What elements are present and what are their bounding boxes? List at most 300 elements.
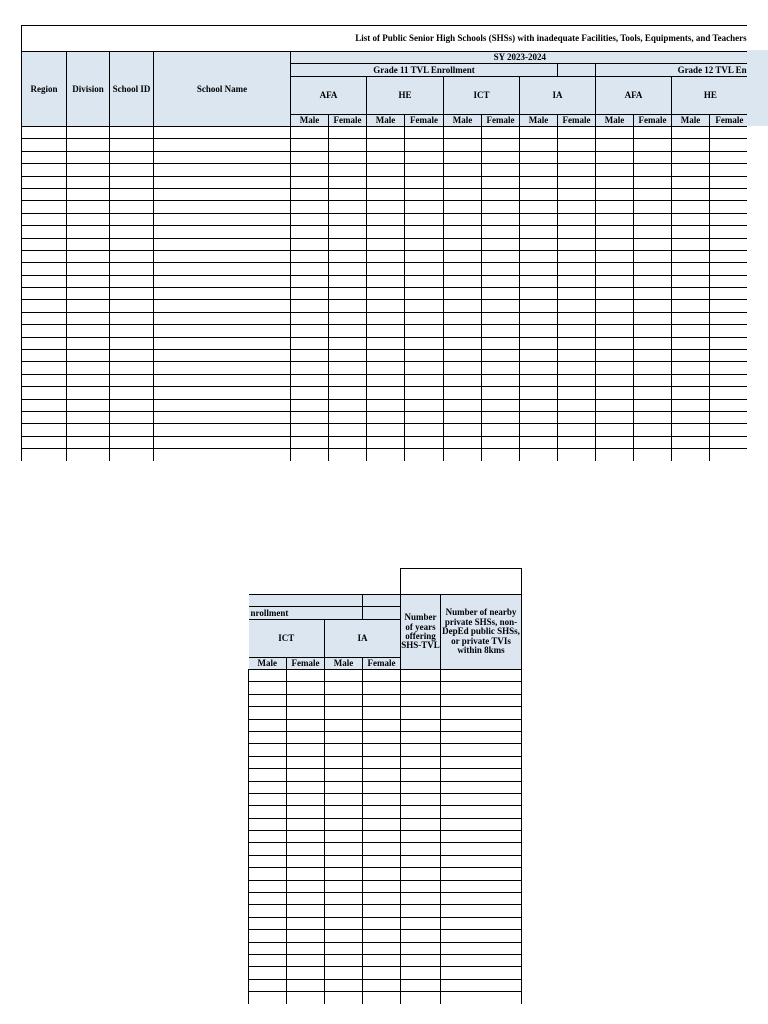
table-cell[interactable]: [154, 436, 291, 448]
table-cell[interactable]: [22, 151, 67, 163]
table-cell[interactable]: [329, 399, 367, 411]
table-cell[interactable]: [482, 312, 520, 324]
table-cell[interactable]: [291, 176, 329, 188]
table-cell[interactable]: [710, 300, 748, 312]
table-cell[interactable]: [444, 350, 482, 362]
table-cell[interactable]: [444, 374, 482, 386]
table-cell[interactable]: [596, 424, 634, 436]
table-cell[interactable]: [325, 744, 363, 756]
table-cell[interactable]: [325, 855, 363, 867]
table-cell[interactable]: [291, 449, 329, 461]
table-cell[interactable]: [325, 670, 363, 682]
table-cell[interactable]: [558, 176, 596, 188]
table-cell[interactable]: [325, 992, 363, 1004]
table-cell[interactable]: [710, 337, 748, 349]
table-cell[interactable]: [249, 793, 287, 805]
table-cell[interactable]: [363, 868, 401, 880]
table-cell[interactable]: [287, 818, 325, 830]
table-cell[interactable]: [67, 337, 110, 349]
table-cell[interactable]: [291, 263, 329, 275]
table-cell[interactable]: [367, 213, 405, 225]
table-cell[interactable]: [367, 127, 405, 139]
table-cell[interactable]: [596, 387, 634, 399]
table-cell[interactable]: [596, 337, 634, 349]
table-cell[interactable]: [363, 731, 401, 743]
table-cell[interactable]: [441, 806, 522, 818]
table-cell[interactable]: [22, 176, 67, 188]
table-cell[interactable]: [249, 818, 287, 830]
table-cell[interactable]: [287, 719, 325, 731]
table-cell[interactable]: [110, 374, 154, 386]
table-cell[interactable]: [22, 449, 67, 461]
table-cell[interactable]: [325, 731, 363, 743]
table-cell[interactable]: [363, 806, 401, 818]
table-cell[interactable]: [634, 424, 672, 436]
table-cell[interactable]: [401, 880, 441, 892]
table-cell[interactable]: [634, 449, 672, 461]
table-cell[interactable]: [329, 436, 367, 448]
table-cell[interactable]: [249, 831, 287, 843]
table-cell[interactable]: [249, 769, 287, 781]
table-cell[interactable]: [634, 300, 672, 312]
table-cell[interactable]: [596, 139, 634, 151]
table-cell[interactable]: [154, 226, 291, 238]
table-cell[interactable]: [520, 188, 558, 200]
table-cell[interactable]: [634, 275, 672, 287]
table-cell[interactable]: [444, 424, 482, 436]
table-cell[interactable]: [110, 362, 154, 374]
table-cell[interactable]: [558, 325, 596, 337]
table-cell[interactable]: [249, 694, 287, 706]
table-cell[interactable]: [329, 238, 367, 250]
table-cell[interactable]: [634, 238, 672, 250]
table-cell[interactable]: [634, 139, 672, 151]
table-cell[interactable]: [441, 719, 522, 731]
table-cell[interactable]: [67, 188, 110, 200]
table-cell[interactable]: [329, 411, 367, 423]
table-cell[interactable]: [367, 362, 405, 374]
table-cell[interactable]: [710, 350, 748, 362]
table-cell[interactable]: [596, 226, 634, 238]
table-cell[interactable]: [22, 127, 67, 139]
table-cell[interactable]: [367, 139, 405, 151]
table-cell[interactable]: [520, 449, 558, 461]
table-cell[interactable]: [482, 399, 520, 411]
table-cell[interactable]: [558, 387, 596, 399]
table-cell[interactable]: [634, 213, 672, 225]
table-cell[interactable]: [67, 411, 110, 423]
table-cell[interactable]: [363, 707, 401, 719]
table-cell[interactable]: [287, 917, 325, 929]
table-cell[interactable]: [441, 731, 522, 743]
table-cell[interactable]: [520, 337, 558, 349]
table-cell[interactable]: [441, 942, 522, 954]
table-cell[interactable]: [710, 188, 748, 200]
table-cell[interactable]: [249, 880, 287, 892]
table-cell[interactable]: [710, 151, 748, 163]
table-cell[interactable]: [710, 201, 748, 213]
table-cell[interactable]: [444, 201, 482, 213]
table-cell[interactable]: [367, 337, 405, 349]
table-cell[interactable]: [287, 893, 325, 905]
table-cell[interactable]: [672, 387, 710, 399]
table-cell[interactable]: [596, 263, 634, 275]
table-cell[interactable]: [154, 238, 291, 250]
table-cell[interactable]: [367, 325, 405, 337]
table-cell[interactable]: [249, 843, 287, 855]
table-cell[interactable]: [401, 942, 441, 954]
table-cell[interactable]: [401, 682, 441, 694]
table-cell[interactable]: [249, 967, 287, 979]
table-cell[interactable]: [67, 399, 110, 411]
table-cell[interactable]: [367, 151, 405, 163]
table-cell[interactable]: [363, 793, 401, 805]
table-cell[interactable]: [329, 350, 367, 362]
table-cell[interactable]: [710, 226, 748, 238]
table-cell[interactable]: [596, 188, 634, 200]
table-cell[interactable]: [520, 436, 558, 448]
table-cell[interactable]: [401, 769, 441, 781]
table-cell[interactable]: [405, 424, 444, 436]
table-cell[interactable]: [596, 176, 634, 188]
table-cell[interactable]: [558, 362, 596, 374]
table-cell[interactable]: [154, 151, 291, 163]
table-cell[interactable]: [329, 288, 367, 300]
table-cell[interactable]: [367, 436, 405, 448]
table-cell[interactable]: [325, 719, 363, 731]
table-cell[interactable]: [634, 226, 672, 238]
table-cell[interactable]: [672, 325, 710, 337]
table-cell[interactable]: [558, 288, 596, 300]
table-cell[interactable]: [110, 337, 154, 349]
table-cell[interactable]: [367, 387, 405, 399]
table-cell[interactable]: [287, 756, 325, 768]
table-cell[interactable]: [444, 288, 482, 300]
table-cell[interactable]: [329, 188, 367, 200]
table-cell[interactable]: [367, 374, 405, 386]
table-cell[interactable]: [363, 917, 401, 929]
table-cell[interactable]: [441, 868, 522, 880]
table-cell[interactable]: [401, 818, 441, 830]
table-cell[interactable]: [520, 362, 558, 374]
table-cell[interactable]: [287, 954, 325, 966]
table-cell[interactable]: [67, 213, 110, 225]
table-cell[interactable]: [596, 127, 634, 139]
table-cell[interactable]: [22, 250, 67, 262]
table-cell[interactable]: [325, 930, 363, 942]
table-cell[interactable]: [482, 139, 520, 151]
table-cell[interactable]: [363, 744, 401, 756]
table-cell[interactable]: [67, 176, 110, 188]
table-cell[interactable]: [441, 744, 522, 756]
table-cell[interactable]: [287, 694, 325, 706]
table-cell[interactable]: [634, 325, 672, 337]
table-cell[interactable]: [363, 843, 401, 855]
table-cell[interactable]: [67, 127, 110, 139]
table-cell[interactable]: [634, 151, 672, 163]
table-cell[interactable]: [596, 250, 634, 262]
table-cell[interactable]: [558, 449, 596, 461]
table-cell[interactable]: [401, 905, 441, 917]
table-cell[interactable]: [672, 374, 710, 386]
table-cell[interactable]: [405, 201, 444, 213]
table-cell[interactable]: [287, 930, 325, 942]
table-cell[interactable]: [441, 954, 522, 966]
table-cell[interactable]: [67, 424, 110, 436]
table-cell[interactable]: [444, 275, 482, 287]
table-cell[interactable]: [22, 436, 67, 448]
table-cell[interactable]: [596, 238, 634, 250]
table-cell[interactable]: [154, 127, 291, 139]
table-cell[interactable]: [634, 188, 672, 200]
table-cell[interactable]: [67, 350, 110, 362]
table-cell[interactable]: [520, 325, 558, 337]
table-cell[interactable]: [67, 164, 110, 176]
table-cell[interactable]: [401, 893, 441, 905]
table-cell[interactable]: [22, 238, 67, 250]
table-cell[interactable]: [367, 164, 405, 176]
table-cell[interactable]: [596, 374, 634, 386]
table-cell[interactable]: [22, 411, 67, 423]
table-cell[interactable]: [154, 350, 291, 362]
table-cell[interactable]: [325, 979, 363, 991]
table-cell[interactable]: [710, 288, 748, 300]
table-cell[interactable]: [401, 731, 441, 743]
table-cell[interactable]: [401, 744, 441, 756]
table-cell[interactable]: [325, 818, 363, 830]
table-cell[interactable]: [22, 374, 67, 386]
table-cell[interactable]: [291, 151, 329, 163]
table-cell[interactable]: [329, 449, 367, 461]
table-cell[interactable]: [329, 362, 367, 374]
table-cell[interactable]: [363, 781, 401, 793]
table-cell[interactable]: [558, 127, 596, 139]
table-cell[interactable]: [287, 682, 325, 694]
table-cell[interactable]: [482, 164, 520, 176]
table-cell[interactable]: [287, 781, 325, 793]
table-cell[interactable]: [249, 942, 287, 954]
table-cell[interactable]: [401, 707, 441, 719]
table-cell[interactable]: [710, 424, 748, 436]
table-cell[interactable]: [291, 213, 329, 225]
table-cell[interactable]: [367, 275, 405, 287]
table-cell[interactable]: [329, 250, 367, 262]
table-cell[interactable]: [363, 893, 401, 905]
table-cell[interactable]: [367, 411, 405, 423]
table-cell[interactable]: [401, 719, 441, 731]
table-cell[interactable]: [596, 325, 634, 337]
table-cell[interactable]: [672, 188, 710, 200]
table-cell[interactable]: [520, 387, 558, 399]
table-cell[interactable]: [401, 806, 441, 818]
table-cell[interactable]: [367, 250, 405, 262]
table-cell[interactable]: [558, 350, 596, 362]
table-cell[interactable]: [672, 411, 710, 423]
table-cell[interactable]: [520, 300, 558, 312]
table-cell[interactable]: [325, 880, 363, 892]
table-cell[interactable]: [710, 213, 748, 225]
table-cell[interactable]: [672, 213, 710, 225]
table-cell[interactable]: [110, 300, 154, 312]
table-cell[interactable]: [67, 325, 110, 337]
table-cell[interactable]: [67, 436, 110, 448]
table-cell[interactable]: [154, 188, 291, 200]
table-cell[interactable]: [22, 337, 67, 349]
table-cell[interactable]: [22, 164, 67, 176]
table-cell[interactable]: [558, 424, 596, 436]
table-cell[interactable]: [401, 831, 441, 843]
table-cell[interactable]: [482, 411, 520, 423]
table-cell[interactable]: [110, 213, 154, 225]
table-cell[interactable]: [482, 201, 520, 213]
table-cell[interactable]: [634, 176, 672, 188]
table-cell[interactable]: [405, 176, 444, 188]
table-cell[interactable]: [441, 694, 522, 706]
table-cell[interactable]: [22, 275, 67, 287]
table-cell[interactable]: [441, 831, 522, 843]
table-cell[interactable]: [154, 312, 291, 324]
table-cell[interactable]: [634, 374, 672, 386]
table-cell[interactable]: [110, 449, 154, 461]
table-cell[interactable]: [154, 213, 291, 225]
table-cell[interactable]: [291, 201, 329, 213]
table-cell[interactable]: [22, 399, 67, 411]
table-cell[interactable]: [558, 151, 596, 163]
table-cell[interactable]: [154, 374, 291, 386]
table-cell[interactable]: [401, 917, 441, 929]
table-cell[interactable]: [110, 424, 154, 436]
table-cell[interactable]: [22, 300, 67, 312]
table-cell[interactable]: [110, 263, 154, 275]
table-cell[interactable]: [325, 954, 363, 966]
table-cell[interactable]: [482, 350, 520, 362]
table-cell[interactable]: [482, 226, 520, 238]
table-cell[interactable]: [634, 250, 672, 262]
table-cell[interactable]: [325, 942, 363, 954]
table-cell[interactable]: [444, 250, 482, 262]
table-cell[interactable]: [249, 731, 287, 743]
table-cell[interactable]: [287, 769, 325, 781]
table-cell[interactable]: [110, 312, 154, 324]
table-cell[interactable]: [482, 288, 520, 300]
table-cell[interactable]: [405, 213, 444, 225]
table-cell[interactable]: [482, 300, 520, 312]
table-cell[interactable]: [110, 288, 154, 300]
table-cell[interactable]: [110, 201, 154, 213]
table-cell[interactable]: [154, 275, 291, 287]
table-cell[interactable]: [405, 362, 444, 374]
table-cell[interactable]: [520, 424, 558, 436]
table-cell[interactable]: [287, 843, 325, 855]
table-cell[interactable]: [634, 337, 672, 349]
table-cell[interactable]: [291, 325, 329, 337]
table-cell[interactable]: [363, 818, 401, 830]
table-cell[interactable]: [596, 275, 634, 287]
table-cell[interactable]: [291, 312, 329, 324]
table-cell[interactable]: [67, 238, 110, 250]
table-cell[interactable]: [67, 275, 110, 287]
table-cell[interactable]: [325, 905, 363, 917]
table-cell[interactable]: [405, 312, 444, 324]
table-cell[interactable]: [444, 449, 482, 461]
table-cell[interactable]: [558, 250, 596, 262]
table-cell[interactable]: [291, 424, 329, 436]
table-cell[interactable]: [482, 275, 520, 287]
table-cell[interactable]: [291, 399, 329, 411]
table-cell[interactable]: [329, 337, 367, 349]
table-cell[interactable]: [110, 127, 154, 139]
table-cell[interactable]: [363, 930, 401, 942]
table-cell[interactable]: [520, 399, 558, 411]
table-cell[interactable]: [329, 275, 367, 287]
table-cell[interactable]: [596, 411, 634, 423]
table-cell[interactable]: [154, 201, 291, 213]
table-cell[interactable]: [441, 793, 522, 805]
table-cell[interactable]: [329, 201, 367, 213]
table-cell[interactable]: [249, 855, 287, 867]
table-cell[interactable]: [634, 201, 672, 213]
table-cell[interactable]: [441, 992, 522, 1004]
table-cell[interactable]: [672, 350, 710, 362]
table-cell[interactable]: [596, 151, 634, 163]
table-cell[interactable]: [401, 967, 441, 979]
table-cell[interactable]: [672, 424, 710, 436]
table-cell[interactable]: [22, 387, 67, 399]
table-cell[interactable]: [154, 300, 291, 312]
table-cell[interactable]: [710, 411, 748, 423]
table-cell[interactable]: [710, 263, 748, 275]
table-cell[interactable]: [291, 139, 329, 151]
table-cell[interactable]: [22, 213, 67, 225]
table-cell[interactable]: [291, 300, 329, 312]
table-cell[interactable]: [710, 127, 748, 139]
table-cell[interactable]: [520, 213, 558, 225]
table-cell[interactable]: [444, 139, 482, 151]
table-cell[interactable]: [405, 226, 444, 238]
table-cell[interactable]: [67, 139, 110, 151]
table-cell[interactable]: [291, 350, 329, 362]
table-cell[interactable]: [249, 781, 287, 793]
table-cell[interactable]: [67, 362, 110, 374]
table-cell[interactable]: [110, 436, 154, 448]
table-cell[interactable]: [287, 831, 325, 843]
table-cell[interactable]: [22, 188, 67, 200]
table-cell[interactable]: [249, 682, 287, 694]
table-cell[interactable]: [634, 164, 672, 176]
table-cell[interactable]: [325, 967, 363, 979]
table-cell[interactable]: [441, 979, 522, 991]
table-cell[interactable]: [287, 744, 325, 756]
table-cell[interactable]: [110, 387, 154, 399]
table-cell[interactable]: [401, 756, 441, 768]
table-cell[interactable]: [401, 670, 441, 682]
table-cell[interactable]: [249, 917, 287, 929]
table-cell[interactable]: [405, 337, 444, 349]
table-cell[interactable]: [596, 201, 634, 213]
table-cell[interactable]: [710, 436, 748, 448]
table-cell[interactable]: [482, 436, 520, 448]
table-cell[interactable]: [329, 312, 367, 324]
table-cell[interactable]: [441, 855, 522, 867]
table-cell[interactable]: [67, 312, 110, 324]
table-cell[interactable]: [405, 151, 444, 163]
table-cell[interactable]: [154, 164, 291, 176]
table-cell[interactable]: [441, 880, 522, 892]
table-cell[interactable]: [367, 350, 405, 362]
table-cell[interactable]: [329, 139, 367, 151]
table-cell[interactable]: [482, 387, 520, 399]
table-cell[interactable]: [401, 843, 441, 855]
